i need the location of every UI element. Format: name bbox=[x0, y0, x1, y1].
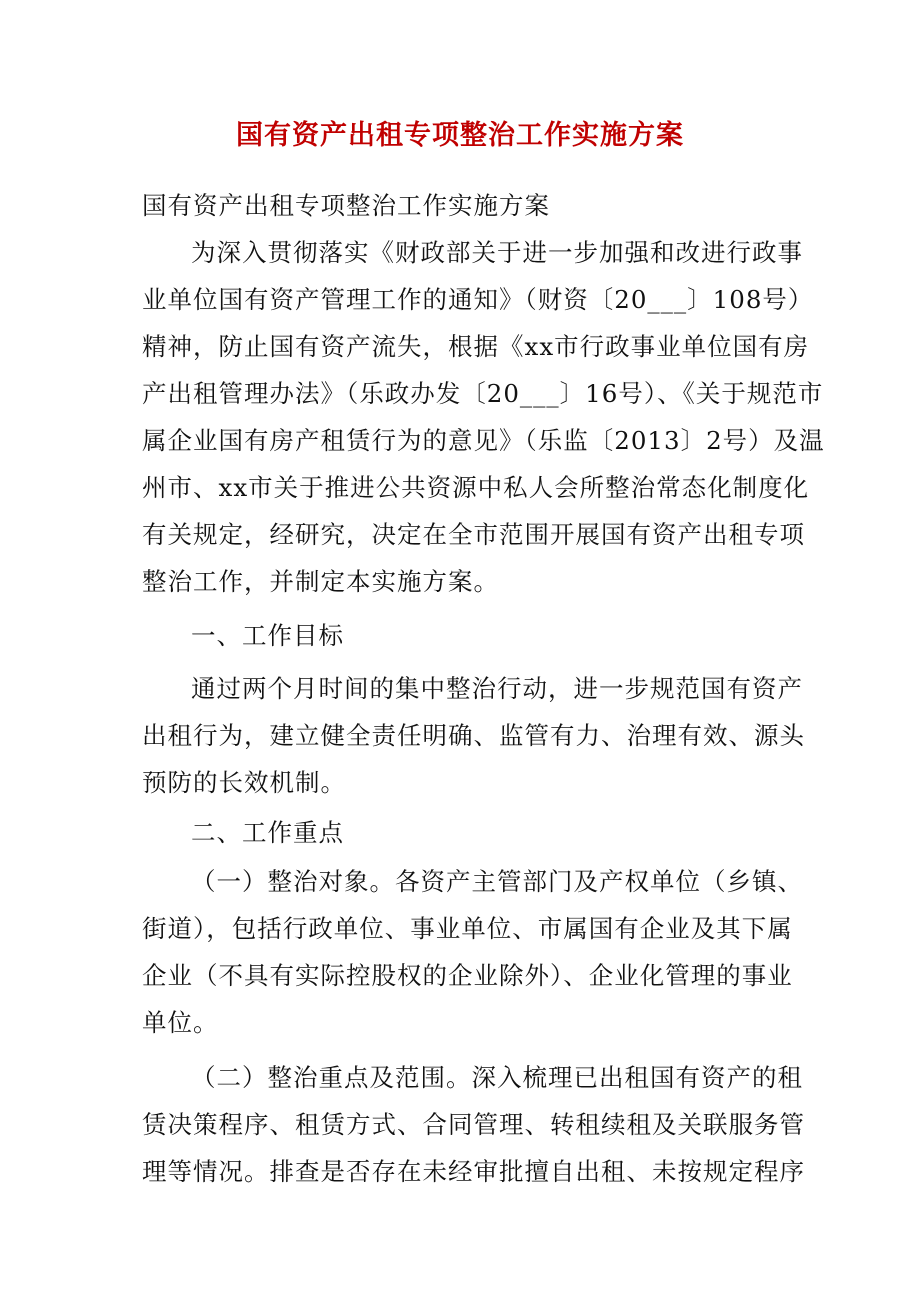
text-line: 理等情况。排查是否存在未经审批擅自出租、未按规定程序 bbox=[142, 1157, 805, 1186]
section-heading: 一、工作目标 bbox=[191, 621, 344, 650]
text-line: 通过两个月时间的集中整治行动，进一步规范国有资产 bbox=[191, 674, 803, 703]
text-line: 产出租管理办法》（乐政办发〔20___〕16号）、《关于规范市 bbox=[142, 379, 824, 408]
text-line: 预防的长效机制。 bbox=[142, 768, 346, 797]
text-line: 属企业国有房产租赁行为的意见》（乐监〔2013〕2号）及温 bbox=[142, 426, 825, 455]
text-line: 业单位国有资产管理工作的通知》（财资〔20___〕108号） bbox=[142, 285, 814, 314]
document-title: 国有资产出租专项整治工作实施方案 bbox=[236, 120, 684, 151]
text-line: 为深入贯彻落实《财政部关于进一步加强和改进行政事 bbox=[191, 238, 803, 267]
section-heading: 二、工作重点 bbox=[191, 818, 344, 847]
text-line: （一）整治对象。各资产主管部门及产权单位（乡镇、 bbox=[191, 867, 803, 896]
text-line: 有关规定，经研究，决定在全市范围开展国有资产出租专项 bbox=[142, 520, 805, 549]
text-line: 整治工作，并制定本实施方案。 bbox=[142, 567, 499, 596]
text-line: 精神，防止国有资产流失，根据《xx市行政事业单位国有房 bbox=[142, 332, 810, 361]
text-line: 州市、xx市关于推进公共资源中私人会所整治常态化制度化 bbox=[142, 473, 810, 502]
text-line: 街道），包括行政单位、事业单位、市属国有企业及其下属 bbox=[142, 914, 793, 943]
text-line: （二）整治重点及范围。深入梳理已出租国有资产的租 bbox=[191, 1063, 803, 1092]
text-line: 出租行为，建立健全责任明确、监管有力、治理有效、源头 bbox=[142, 721, 805, 750]
text-line: 企业（不具有实际控股权的企业除外）、企业化管理的事业 bbox=[142, 961, 793, 990]
text-line: 国有资产出租专项整治工作实施方案 bbox=[142, 191, 550, 220]
text-line: 单位。 bbox=[142, 1008, 219, 1037]
text-line: 赁决策程序、租赁方式、合同管理、转租续租及关联服务管 bbox=[142, 1110, 805, 1139]
